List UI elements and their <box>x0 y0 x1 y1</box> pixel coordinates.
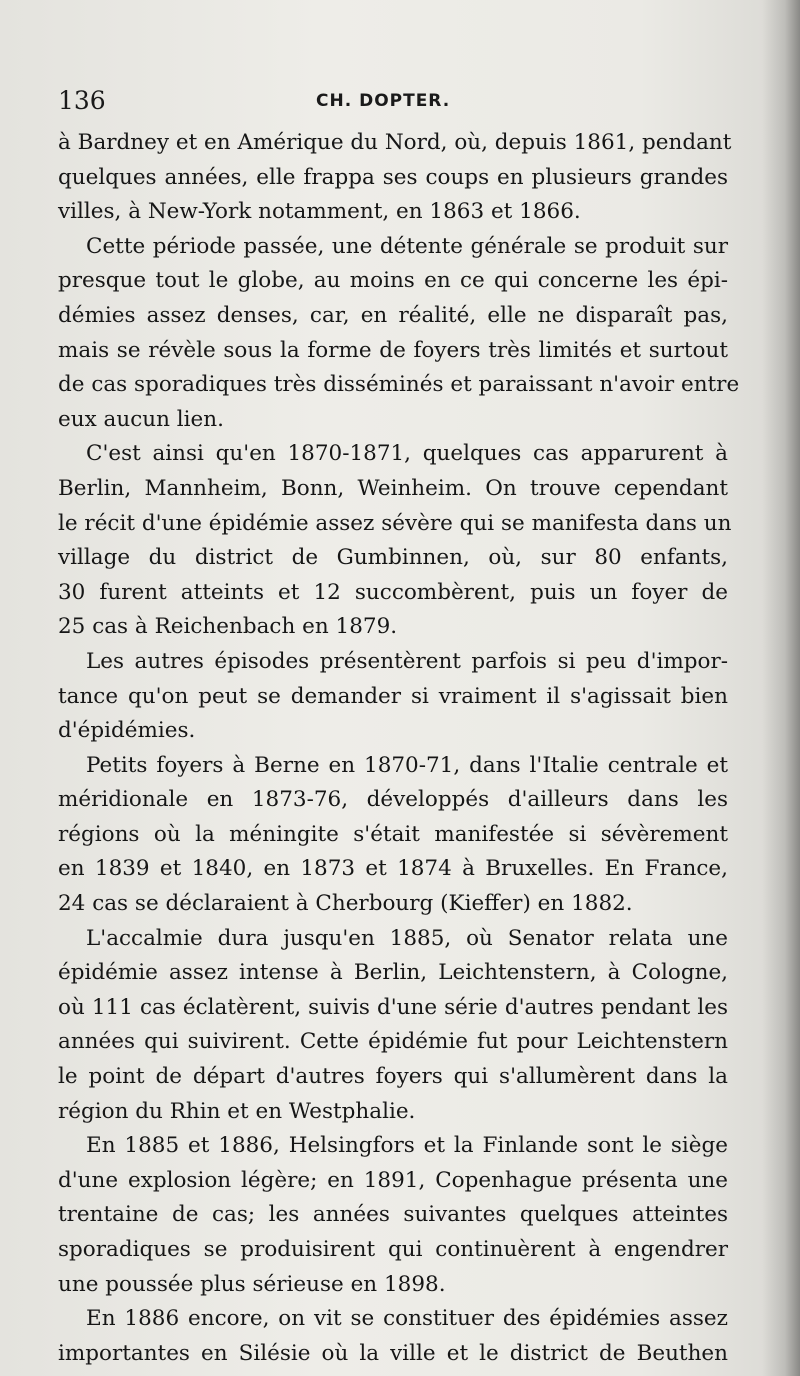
text-line: région du Rhin et en Westphalie. <box>58 1098 416 1124</box>
text-line: L'accalmie dura jusqu'en 1885, où Senator relata une <box>86 925 728 951</box>
text-line: démies assez denses, car, en réalité, elle ne disparaît pas, <box>58 302 728 328</box>
page-number: 136 <box>58 86 106 115</box>
text-line: village du district de Gumbinnen, où, sur 80 enfants, <box>58 545 728 571</box>
text-line: Cette période passée, une détente générale se produit sur <box>86 233 728 259</box>
text-line: presque tout le globe, au moins en ce qui concerne les épi- <box>58 268 728 294</box>
text-line: où 111 cas éclatèrent, suivis d'une série d'autres pendant les <box>58 994 728 1020</box>
text-line: d'une explosion légère; en 1891, Copenhague présenta une <box>58 1167 728 1193</box>
text-line: En 1886 encore, on vit se constituer des épidémies assez <box>86 1306 728 1332</box>
page-header <box>58 86 718 116</box>
text-line: tance qu'on peut se demander si vraiment il s'agissait bien <box>58 683 728 709</box>
text-line: Les autres épisodes présentèrent parfois si peu d'impor- <box>86 648 728 674</box>
text-line: Berlin, Mannheim, Bonn, Weinheim. On trouve cependant <box>58 475 728 501</box>
body-text <box>58 126 740 1371</box>
text-line: 24 cas se déclaraient à Cherbourg (Kieffer) en 1882. <box>58 891 633 917</box>
text-line: En 1885 et 1886, Helsingfors et la Finlande sont le siège <box>86 1133 728 1159</box>
running-head: CH. DOPTER. <box>316 91 451 111</box>
text-line: années qui suivirent. Cette épidémie fut pour Leichtenstern <box>58 1029 728 1055</box>
page-gutter-shadow <box>762 0 800 1376</box>
text-line: villes, à New-York notamment, en 1863 et 1866. <box>58 199 581 225</box>
text-line: C'est ainsi qu'en 1870-1871, quelques cas apparurent à <box>86 441 728 467</box>
text-line: quelques années, elle frappa ses coups en plusieurs grandes <box>58 164 728 190</box>
text-line: régions où la méningite s'était manifestée si sévèrement <box>58 821 728 847</box>
text-line: eux aucun lien. <box>58 406 224 432</box>
text-line: le récit d'une épidémie assez sévère qui se manifesta dans un <box>58 510 732 536</box>
text-line: Petits foyers à Berne en 1870-71, dans l'Italie centrale et <box>86 752 728 778</box>
text-line: le point de départ d'autres foyers qui s'allumèrent dans la <box>58 1064 728 1090</box>
text-line: 30 furent atteints et 12 succombèrent, puis un foyer de <box>58 579 728 605</box>
text-line: méridionale en 1873-76, développés d'ailleurs dans les <box>58 787 728 813</box>
text-line: de cas sporadiques très disséminés et paraissant n'avoir entre <box>58 372 740 398</box>
text-line: en 1839 et 1840, en 1873 et 1874 à Bruxelles. En France, <box>58 856 728 882</box>
text-line: une poussée plus sérieuse en 1898. <box>58 1271 446 1297</box>
text-line: mais se révèle sous la forme de foyers très limités et surtout <box>58 337 728 363</box>
text-line: trentaine de cas; les années suivantes quelques atteintes <box>58 1202 728 1228</box>
text-line: épidémie assez intense à Berlin, Leichtenstern, à Cologne, <box>58 960 728 986</box>
text-line: à Bardney et en Amérique du Nord, où, depuis 1861, pendant <box>58 130 732 155</box>
text-line: 25 cas à Reichenbach en 1879. <box>58 614 398 640</box>
text-line: sporadiques se produisirent qui continuèrent à engendrer <box>58 1237 728 1262</box>
text-line: importantes en Silésie où la ville et le district de Beuthen <box>58 1340 728 1366</box>
text-line: d'épidémies. <box>58 718 196 744</box>
